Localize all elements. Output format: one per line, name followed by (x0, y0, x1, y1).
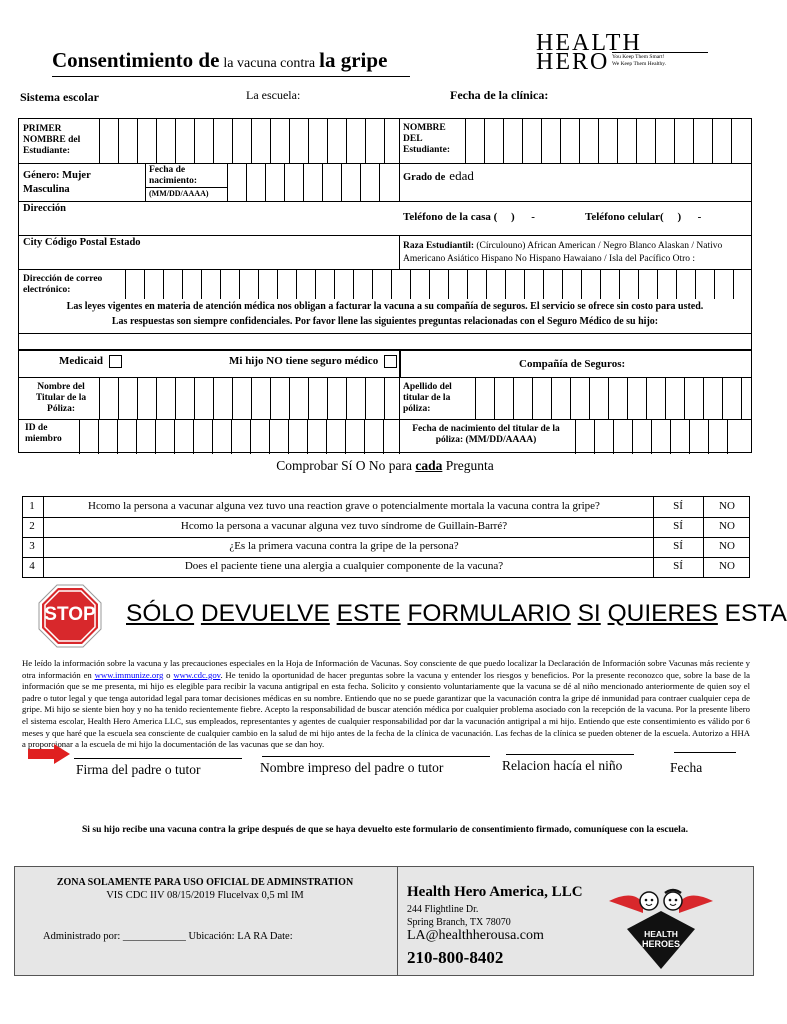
health-heroes-badge (603, 885, 719, 969)
holder-dob-cells[interactable] (575, 419, 751, 454)
official-heading: ZONA SOLAMENTE PARA USO OFICIAL DE ADMINSTRATION (56, 877, 354, 888)
holder-dob-label: Fecha de nacimiento del titular de la póliza: (MM/DD/AAAA) (412, 424, 560, 445)
no-option[interactable]: NO (719, 540, 735, 552)
age-label: edad (449, 168, 474, 183)
grade-label: Grado de (403, 172, 446, 183)
email-cells[interactable] (125, 269, 751, 299)
member-id-cells[interactable] (79, 419, 399, 454)
medicaid-label: Medicaid (59, 355, 103, 368)
question-text: Hcomo la persona a vacunar alguna vez tuvo síndrome de Guillain-Barré? (180, 520, 508, 532)
title-part-b: la vacuna contra (223, 56, 316, 71)
stop-sign-text: STOP (44, 604, 96, 625)
dob-format: (MM/DD/AAAA) (149, 189, 209, 198)
no-option[interactable]: NO (719, 500, 735, 512)
badge-text-heroes: HEROES (641, 939, 680, 949)
medicaid-checkbox[interactable] (109, 355, 122, 368)
questions-heading (0, 458, 770, 474)
question-number: 2 (29, 520, 35, 532)
vis-info: VIS CDC IIV 08/15/2019 Flucelvax 0,5 ml IM (106, 890, 304, 901)
stop-sign-icon (38, 584, 102, 648)
question-text: Hcomo la persona a vacunar alguna vez tuvo una reaction grave o potencialmente mortala la vacuna contra la gripe? (88, 500, 600, 512)
no-option[interactable]: NO (719, 520, 735, 532)
question-text: ¿Es la primera vacuna contra la gripe de la persona? (229, 540, 459, 552)
questions-heading-a: Comprobar Sí O No para (276, 458, 412, 473)
medicaid-option[interactable] (59, 355, 122, 368)
logo-tagline-2: We Keep Them Healthy. (612, 61, 667, 67)
title-part-a: Consentimiento de (52, 48, 220, 72)
consent-text: . He tenido la oportunidad de hacer preguntas sobre la vacuna y entender los riesgos y beneficios. Por la presente reconozco que, sobre la base de la información que se me presenta, mi hijo es elegible para recibir la vacuna antigripal en esta fecha. Solicito y consiento voluntariamente que la vacuna se dé al niño mencionado anteriormente de quien soy el padre o tutor legal y que tenga autoridad legal para tomar decisiones médicas en su nombre. Entiendo que no se puede garantizar que la vacunación contra la gripe dé inmunidad para contraer cualquier cepa de gripe. Mi hijo se siente bien hoy y no ha tenido recientemente fiebre. Acepto la responsabilidad de buscar atención médica por cualquier problema asociado con la recepción de la vacuna. Por la presente libero el sistema escolar, Health Hero America LLC, sus empleados, representantes y agentes de cualquier responsabilidad por dar la vacunación antigripal a mi hijo. Entiendo que este consentimiento es válido por 6 meses y que haré que la escuela sea consciente de cualquier cambio en la salud de mi hijo antes de la fecha de la clínica de vacunación. Las fechas de la clínica se pueden obtener de la escuela. Autorizo a HHA a proporcionar a la escuela de mi hijo la documentación de las vacunas que se dan hoy. (22, 669, 751, 750)
banner-word: QUIERES (607, 600, 718, 627)
return-only-banner (126, 600, 787, 628)
logo-word-health: HEALTH (536, 30, 642, 56)
consent-text: He leído la información sobre la vacuna y las precauciones especiales en la Hoja de Información de Vacunas. Soy consciente de que puedo localizar la Declaración de Información sobre Vacunas más reciente y otra información en (22, 658, 750, 680)
form-title (52, 48, 387, 73)
email-label: Dirección de correo electrónico: (23, 274, 103, 295)
questions-heading-each: cada (415, 458, 443, 473)
holder-last-cells[interactable] (475, 377, 751, 419)
official-use-zone (14, 866, 754, 976)
city-label: City Código Postal Estado (23, 237, 141, 248)
consent-paragraph (22, 658, 750, 751)
title-part-c: la gripe (319, 48, 388, 72)
billing-notice-1: Las leyes vigentes en materia de atención médica nos obligan a facturar la vacuna a su compañía de seguros. El servicio se ofrece sin costo para usted. (66, 301, 704, 312)
parent-name-line[interactable] (262, 756, 490, 757)
first-name-cells[interactable] (99, 119, 403, 163)
relation-line[interactable] (506, 754, 634, 755)
consent-text: o (163, 669, 174, 680)
parent-signature-line[interactable] (74, 758, 242, 759)
insurance-company-label[interactable]: Compañía de Seguros: (519, 358, 626, 370)
question-row (0, 520, 770, 538)
member-id-label: ID de miembro (25, 423, 62, 444)
no-option[interactable]: NO (719, 560, 735, 572)
race-options: (Círculouno) African American / Negro Blanco Alaskan / Nativo Americano Asiático Hispano No Hispano Hawaiano / Isla del Pacífico Otro : (403, 241, 723, 264)
first-name-label: PRIMER NOMBRE del Estudiante: (23, 124, 81, 156)
question-row (0, 500, 770, 518)
cell-phone-label[interactable]: Teléfono celular( ) - (585, 211, 702, 223)
grade-age[interactable] (403, 167, 474, 185)
yes-option[interactable]: SÍ (673, 500, 683, 512)
billing-notice-2: Las respuestas son siempre confidenciales. Por favor llene las siguientes preguntas relacionadas con el Seguro Médico de su hijo: (111, 316, 659, 327)
student-info-table (18, 118, 752, 453)
holder-name-cells[interactable] (99, 377, 399, 419)
logo-word-hero: HERO (536, 49, 610, 75)
company-address-2: Spring Branch, TX 78070 (407, 917, 511, 928)
holder-last-label: Apellido del titular de la póliza: (403, 382, 452, 414)
gender-label: Género: Mujer Masculina (23, 170, 91, 195)
race-field[interactable] (403, 240, 749, 266)
question-number: 4 (29, 560, 35, 572)
administered-by[interactable]: Administrado por: ____________ Ubicación: LA RA Date: (43, 931, 293, 942)
yes-option[interactable]: SÍ (673, 560, 683, 572)
home-phone-label[interactable]: Teléfono de la casa ( ) - (403, 211, 535, 223)
date-line[interactable] (674, 752, 736, 753)
question-text: Does el paciente tiene una alergia a cualquier componente de la vacuna? (184, 560, 504, 572)
yes-option[interactable]: SÍ (673, 520, 683, 532)
banner-word: FORMULARIO (407, 600, 571, 627)
after-return-note: Si su hijo recibe una vacuna contra la gripe después de que se haya devuelto este formulario de consentimiento firmado, comuníquese con la escuela. (81, 824, 689, 835)
yes-option[interactable]: SÍ (673, 540, 683, 552)
question-number: 1 (29, 500, 35, 512)
dob-cells[interactable] (227, 163, 399, 201)
no-insurance-option[interactable] (229, 355, 397, 368)
company-address-1: 244 Flightline Dr. (407, 904, 479, 915)
school-system-label: Sistema escolar (20, 90, 99, 104)
banner-word: ESTA (724, 600, 787, 627)
banner-word: ESTE (336, 600, 401, 627)
company-email[interactable]: LA@healthherousa.com (407, 928, 544, 943)
address-label: Dirección (23, 203, 66, 214)
holder-name-label: Nombre del Titular de la Póliza: (35, 382, 87, 414)
badge-text-health: HEALTH (644, 929, 678, 939)
banner-word: SÓLO (126, 600, 195, 627)
banner-word: DEVUELVE (200, 600, 330, 627)
question-number: 3 (29, 540, 35, 552)
banner-word: SI (577, 600, 601, 627)
date-label: Fecha (670, 760, 703, 775)
questions-heading-c: Pregunta (445, 458, 494, 473)
cdc-link[interactable]: www.cdc.gov (173, 669, 221, 680)
no-insurance-label: Mi hijo NO tiene seguro médico (229, 355, 379, 368)
title-underline (52, 76, 410, 77)
question-row (0, 560, 770, 578)
dob-label: Fecha de nacimiento: (149, 165, 198, 186)
parent-name-label: Nombre impreso del padre o tutor (260, 760, 444, 775)
arrow-icon (28, 744, 70, 764)
parent-signature-label: Firma del padre o tutor (76, 762, 201, 777)
logo-tagline-1: You Keep Them Smart! (612, 54, 665, 60)
race-label: Raza Estudiantil: (403, 241, 474, 251)
no-insurance-checkbox[interactable] (384, 355, 397, 368)
immunize-link[interactable]: www.immunize.org (94, 669, 164, 680)
question-row (0, 540, 770, 558)
last-name-label: NOMBRE DEL Estudiante: (403, 123, 450, 155)
company-name: Health Hero America, LLC (407, 884, 583, 900)
clinic-date-label: Fecha de la clínica: (450, 88, 549, 102)
health-hero-logo (536, 30, 716, 75)
company-phone[interactable]: 210-800-8402 (407, 948, 504, 967)
school-label: La escuela: (246, 88, 301, 102)
relation-label: Relacion hacía el niño (502, 758, 623, 773)
last-name-cells[interactable] (465, 119, 753, 163)
